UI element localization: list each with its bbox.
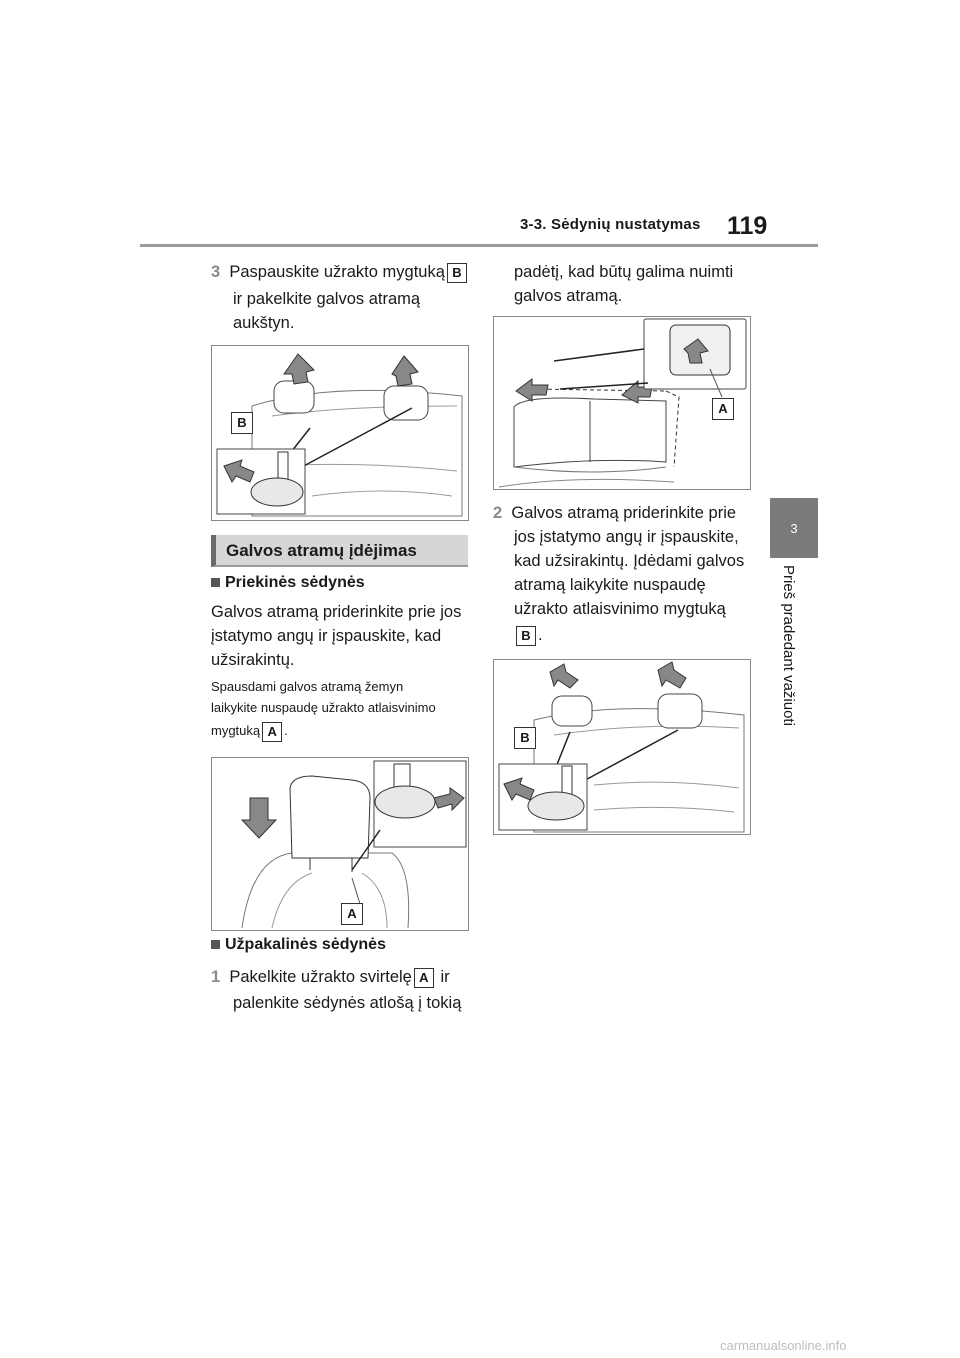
step-2-line3: kad užsirakintų. Įdėdami galvos bbox=[514, 552, 745, 570]
page-number: 119 bbox=[727, 212, 768, 240]
figure-label-b: B bbox=[231, 412, 253, 434]
step-2-line2: jos įstatymo angų ir įspauskite, bbox=[514, 528, 739, 546]
figure-label-a: A bbox=[341, 903, 363, 925]
step-text: Paspauskite užrakto mygtuką bbox=[229, 263, 445, 281]
section-heading: Galvos atramų įdėjimas bbox=[211, 535, 468, 567]
section-title: 3-3. Sėdynių nustatymas bbox=[520, 216, 701, 233]
chapter-tab: 3 bbox=[770, 498, 818, 558]
button-key-b: B bbox=[447, 263, 467, 283]
front-note3-text: mygtuką bbox=[211, 723, 261, 738]
figure-label-b: B bbox=[514, 727, 536, 749]
chapter-label: Prieš pradedant važiuoti bbox=[780, 565, 797, 726]
step-number: 3 bbox=[211, 263, 221, 281]
figure-front-seat-insert bbox=[211, 757, 469, 931]
button-key-a: A bbox=[262, 722, 282, 742]
front-p1: Galvos atramą priderinkite prie jos bbox=[211, 603, 462, 621]
subheading-front bbox=[211, 574, 365, 592]
square-bullet-icon bbox=[211, 578, 220, 587]
figure-label-a: A bbox=[712, 398, 734, 420]
step-3-line2: ir pakelkite galvos atramą bbox=[233, 290, 421, 308]
rear-step1-after: ir bbox=[440, 968, 450, 986]
subheading-rear-text: Užpakalinės sėdynės bbox=[225, 936, 386, 953]
front-p2: įstatymo angų ir įspauskite, kad bbox=[211, 627, 442, 645]
subheading-rear bbox=[211, 936, 386, 954]
header-rule bbox=[140, 244, 818, 247]
right-cont1: padėtį, kad būtų galima nuimti bbox=[514, 263, 734, 281]
step-number: 2 bbox=[493, 504, 503, 522]
front-note3-end: . bbox=[284, 723, 288, 738]
button-key-b: B bbox=[516, 626, 536, 646]
step-3-line3: aukštyn. bbox=[233, 314, 295, 332]
step-2-line6 bbox=[514, 623, 543, 647]
watermark[interactable]: carmanualsonline.info bbox=[720, 1338, 847, 1353]
step-2-line5: užrakto atlaisvinimo mygtuką bbox=[514, 600, 726, 618]
front-note1: Spausdami galvos atramą žemyn bbox=[211, 679, 404, 694]
step-2-line1 bbox=[493, 501, 736, 525]
square-bullet-icon bbox=[211, 940, 220, 949]
front-note3 bbox=[211, 720, 288, 742]
step-3-line1 bbox=[211, 260, 469, 284]
step-number: 1 bbox=[211, 968, 221, 986]
rear-step1-line1 bbox=[211, 965, 450, 989]
front-note2: laikykite nuspaudę užrakto atlaisvinimo bbox=[211, 700, 436, 715]
rear-step1-text: Pakelkite užrakto svirtelę bbox=[229, 968, 412, 986]
step-2-text: Galvos atramą priderinkite prie bbox=[511, 504, 737, 522]
step-2-line4: atramą laikykite nuspaudę bbox=[514, 576, 706, 594]
right-cont2: galvos atramą. bbox=[514, 287, 623, 305]
step-2-end: . bbox=[538, 626, 543, 644]
front-p3: užsirakintų. bbox=[211, 651, 295, 669]
button-key-a: A bbox=[414, 968, 434, 988]
rear-step1-line2: palenkite sėdynės atlošą į tokią bbox=[233, 994, 462, 1012]
subheading-front-text: Priekinės sėdynės bbox=[225, 574, 365, 591]
